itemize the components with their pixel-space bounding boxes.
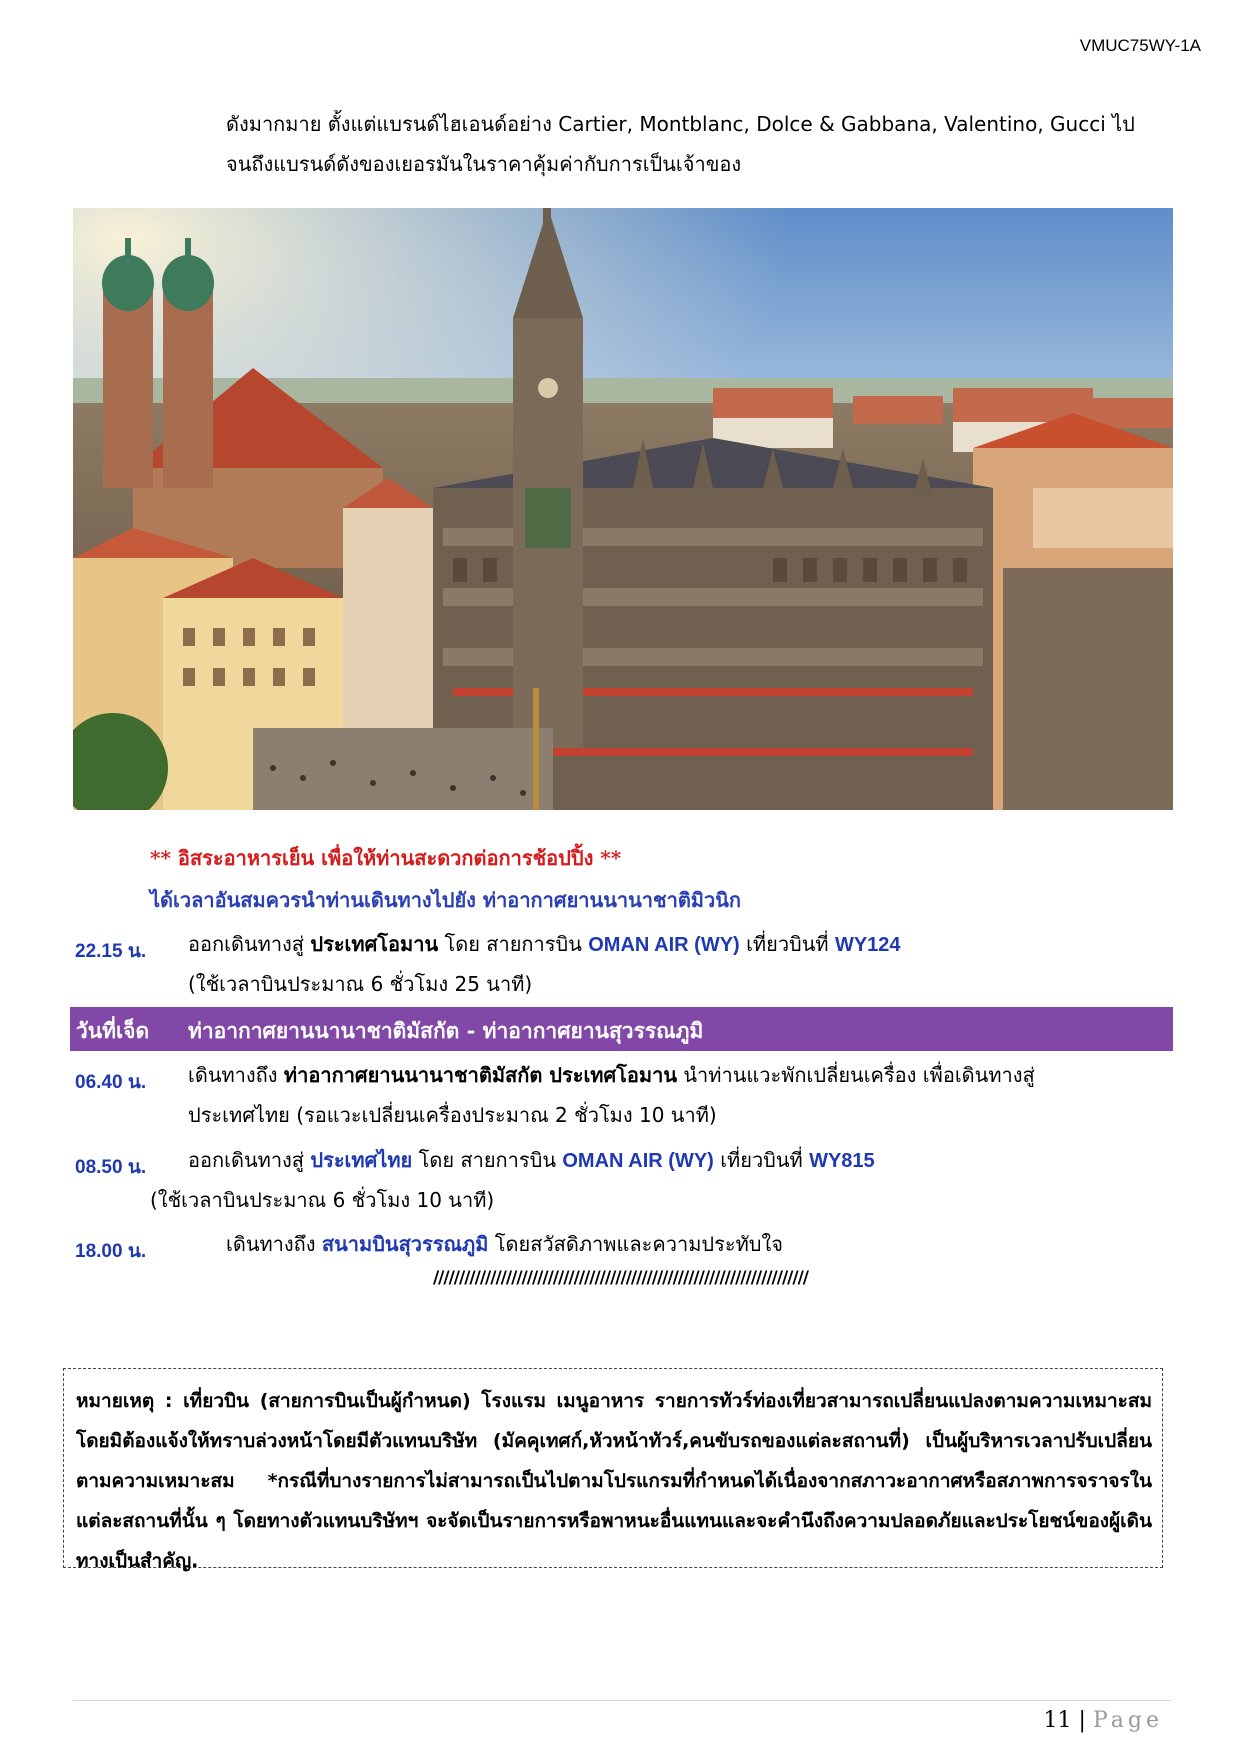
arrive-bangkok-prefix: เดินทางถึง (226, 1232, 322, 1256)
munich-city-photo (73, 208, 1173, 810)
departure-oman-flight-prefix: เที่ยวบินที่ (739, 932, 835, 956)
day-seven-header (70, 1007, 1173, 1051)
intro-line-1: ดังมากมาย ตั้งแต่แบรนด์ไฮเอนด์อย่าง Cartier, Montblanc, Dolce & Gabbana, Valentino, Gucci ไป (226, 112, 1135, 136)
time-2215: 22.15 น. (75, 941, 147, 962)
time-0640: 06.40 น. (75, 1072, 147, 1093)
intro-line-2: จนถึงแบรนด์ดังของเยอรมันในราคาคุ้มค่ากับการเป็นเจ้าของ (226, 152, 742, 176)
airport-transfer-note: ได้เวลาอันสมควรนำท่านเดินทางไปยัง ท่าอากาศยานนานาชาติมิวนิก (150, 888, 741, 912)
departure-oman-duration: (ใช้เวลาบินประมาณ 6 ชั่วโมง 25 นาที) (188, 972, 533, 996)
remark-text: หมายเหตุ : เที่ยวบิน (สายการบินเป็นผู้กำหนด) โรงแรม เมนูอาหาร รายการทัวร์ท่องเที่ยวสามารถเปลี่ยนแปลงตามความเหมาะสม โดยมิต้องแจ้งให้ทราบล่วงหน้าโดยมีตัวแทนบริษัท (มัคคุเทศก์,หัวหน้าทัวร์,คนขับรถของแต่ละสถานที่) เป็นผู้บริหารเวลาปรับเปลี่ยนตามความเหมาะสม *กรณีที่บางรายการไม่สามารถเป็นไปตามโปรแกรมที่กำหนดได้เนื่องจากสภาวะอากาศหรือสภาพการจราจรในแต่ละสถานที่นั้น ๆ โดยทางตัวแทนบริษัทฯ จะจัดเป็นรายการหรือพาหนะอื่นแทนและจะคำนึงถึงความปลอดภัยและประโยชน์ของผู้เดินทางเป็นสำคัญ. (76, 1390, 1152, 1572)
departure-thailand-line (188, 1140, 875, 1181)
arrive-bangkok-place: สนามบินสุวรรณภูมิ (321, 1232, 489, 1256)
arrive-muscat-transit: ประเทศไทย (รอแวะเปลี่ยนเครื่องประมาณ 2 ชั่วโมง 10 นาที) (188, 1103, 717, 1127)
departure-thailand-mid: โดย สายการบิน (412, 1148, 563, 1172)
time-1800: 18.00 น. (75, 1241, 147, 1262)
arrive-bangkok-line (226, 1224, 783, 1264)
arrive-muscat-suffix: นำท่านแวะพักเปลี่ยนเครื่อง เพื่อเดินทางสู่ (677, 1063, 1035, 1087)
document-code: VMUC75WY-1A (1079, 36, 1201, 55)
arrive-muscat-line (188, 1055, 1168, 1095)
footer-divider (73, 1700, 1171, 1701)
departure-thailand-duration: (ใช้เวลาบินประมาณ 6 ชั่วโมง 10 นาที) (150, 1188, 495, 1212)
departure-oman-flight: WY124 (834, 934, 901, 956)
departure-thailand-destination: ประเทศไทย (310, 1148, 413, 1172)
page-separator: | (1078, 1708, 1086, 1733)
section-separator: //////////////////////////////////////////////////////////////////////// (432, 1268, 809, 1288)
departure-oman-mid: โดย สายการบิน (438, 932, 589, 956)
day-seven-route: ท่าอากาศยานนานาชาติมัสกัต - ท่าอากาศยานสุวรรณภูมิ (188, 1018, 704, 1043)
arrive-muscat-prefix: เดินทางถึง (188, 1063, 284, 1087)
departure-oman-line (188, 924, 901, 965)
departure-oman-airline: OMAN AIR (WY) (588, 934, 740, 956)
page-number: 11 (1043, 1708, 1072, 1733)
arrive-bangkok-suffix: โดยสวัสดิภาพและความประทับใจ (488, 1232, 783, 1256)
departure-oman-destination: ประเทศโอมาน (310, 932, 439, 956)
arrive-muscat-place: ท่าอากาศยานนานาชาติมัสกัต ประเทศโอมาน (283, 1063, 678, 1087)
departure-thailand-flight-prefix: เที่ยวบินที่ (713, 1148, 810, 1172)
departure-thailand-prefix: ออกเดินทางสู่ (188, 1148, 311, 1172)
free-dinner-note: ** อิสระอาหารเย็น เพื่อให้ท่านสะดวกต่อการช้อปปิ้ง ** (150, 846, 622, 870)
day-seven-label: วันที่เจ็ด (76, 1018, 150, 1043)
departure-oman-prefix: ออกเดินทางสู่ (188, 932, 311, 956)
remark-box (63, 1368, 1163, 1572)
page-footer (1044, 1708, 1163, 1733)
intro-paragraph (226, 104, 1176, 184)
departure-thailand-airline: OMAN AIR (WY) (562, 1150, 714, 1172)
departure-thailand-flight: WY815 (809, 1150, 875, 1172)
page-word: Page (1092, 1708, 1163, 1733)
time-0850: 08.50 น. (75, 1157, 147, 1178)
